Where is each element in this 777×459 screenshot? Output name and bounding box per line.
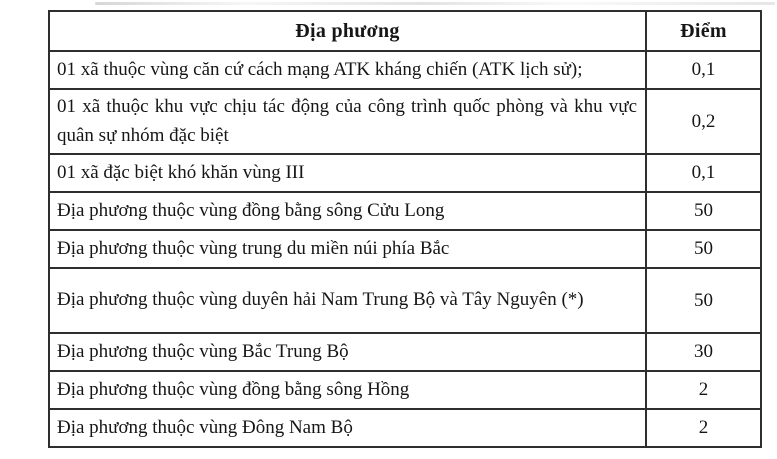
locality-cell: Địa phương thuộc vùng Bắc Trung Bộ [49,333,646,371]
locality-column-header: Địa phương [49,11,646,51]
table-row [49,89,761,154]
table-row [49,371,761,409]
locality-cell: Địa phương thuộc vùng Đông Nam Bộ [49,409,646,447]
locality-cell: Địa phương thuộc vùng đồng bằng sông Cửu Long [49,192,646,230]
points-cell: 50 [646,268,761,333]
locality-points-table [48,10,762,448]
points-cell: 0,2 [646,89,761,154]
table-row [49,333,761,371]
locality-cell: Địa phương thuộc vùng đồng bằng sông Hồng [49,371,646,409]
locality-cell: Địa phương thuộc vùng duyên hải Nam Trung Bộ và Tây Nguyên (*) [49,268,646,333]
table-row [49,51,761,89]
points-cell: 2 [646,409,761,447]
points-cell: 50 [646,192,761,230]
points-cell: 50 [646,230,761,268]
locality-cell: Địa phương thuộc vùng trung du miền núi phía Bắc [49,230,646,268]
points-cell: 2 [646,371,761,409]
scan-artifact [95,2,775,5]
points-cell: 0,1 [646,51,761,89]
table-row [49,409,761,447]
table-row [49,192,761,230]
table-row [49,268,761,333]
locality-cell: 01 xã đặc biệt khó khăn vùng III [49,154,646,192]
locality-cell: 01 xã thuộc khu vực chịu tác động của công trình quốc phòng và khu vực quân sự nhóm đặc biệt [49,89,646,154]
table-row [49,154,761,192]
locality-cell: 01 xã thuộc vùng căn cứ cách mạng ATK kháng chiến (ATK lịch sử); [49,51,646,89]
points-column-header: Điểm [646,11,761,51]
header-row [49,11,761,51]
points-cell: 0,1 [646,154,761,192]
table-row [49,230,761,268]
points-cell: 30 [646,333,761,371]
